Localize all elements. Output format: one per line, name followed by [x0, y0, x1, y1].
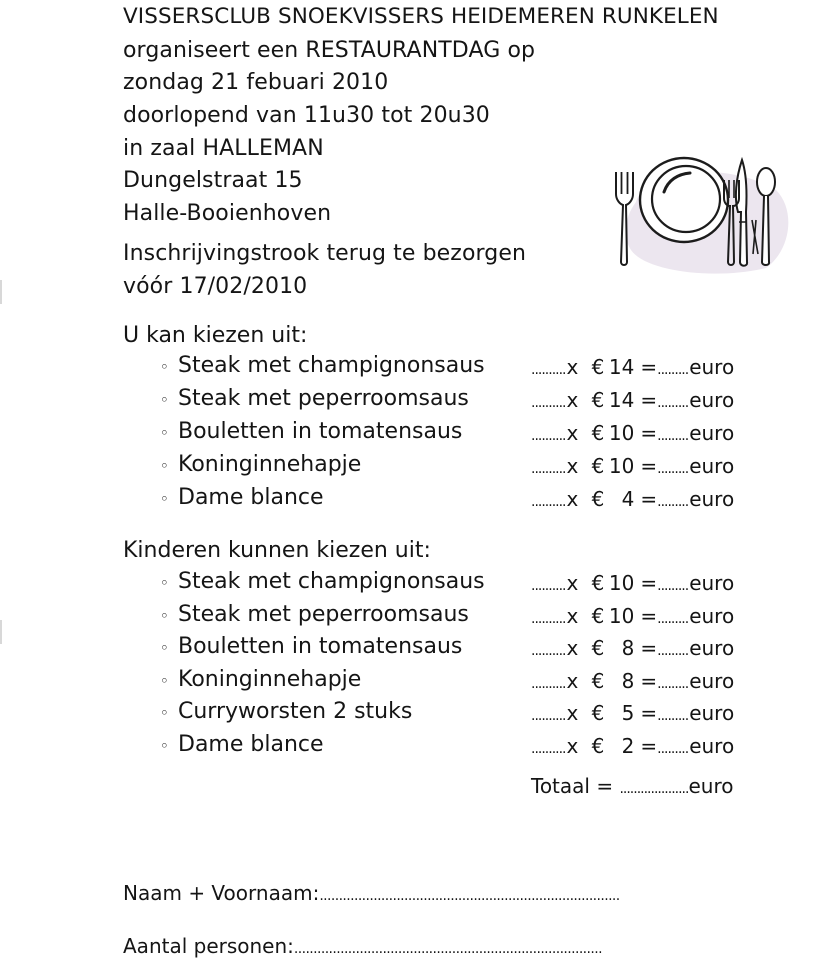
- menu-item-price: [578, 733, 634, 759]
- quantity-blank[interactable]: ..........: [531, 741, 566, 757]
- currency-sign: €: [591, 388, 605, 412]
- name-field: [123, 880, 620, 909]
- quantity-blank[interactable]: ..........: [531, 395, 566, 411]
- price-value: 8: [621, 636, 635, 661]
- times-sign: x: [566, 603, 579, 628]
- currency-unit: euro: [689, 388, 735, 412]
- menu-item-name: Koninginnehapje: [178, 452, 362, 477]
- event-venue: in zaal HALLEMAN: [123, 136, 324, 161]
- price-value: 14: [608, 355, 635, 379]
- menu-item-name: Steak met peperroomsaus: [178, 386, 469, 411]
- name-label: Naam + Voornaam:: [123, 881, 320, 905]
- currency-sign: €: [591, 603, 605, 628]
- currency-unit: euro: [689, 734, 735, 758]
- subtotal-blank[interactable]: .........: [657, 461, 689, 477]
- subtotal-blank[interactable]: .........: [657, 610, 689, 627]
- subtotal-blank[interactable]: .........: [657, 708, 689, 725]
- quantity-blank[interactable]: ..........: [531, 643, 566, 660]
- currency-unit: euro: [689, 571, 735, 595]
- bullet-icon: ◦: [160, 490, 169, 508]
- bullet-icon: ◦: [160, 737, 169, 755]
- price-value: 10: [608, 571, 635, 595]
- times-sign: x: [566, 487, 579, 511]
- currency-unit: euro: [689, 668, 735, 693]
- currency-unit: euro: [689, 603, 735, 628]
- price-value: 8: [621, 668, 635, 693]
- quantity-blank[interactable]: ..........: [531, 494, 566, 510]
- currency-unit: euro: [689, 487, 735, 511]
- equals-sign: =: [640, 487, 658, 511]
- currency-unit: euro: [689, 454, 735, 478]
- menu-item-name: Dame blance: [178, 732, 324, 757]
- event-hours: doorlopend van 11u30 tot 20u30: [123, 103, 490, 128]
- menu-item-price: [578, 453, 634, 479]
- menu-item-price: [578, 387, 634, 413]
- menu-item-name: Bouletten in tomatensaus: [178, 419, 463, 444]
- menu-item-calculation: [531, 635, 793, 664]
- subtotal-blank[interactable]: .........: [657, 643, 689, 660]
- bullet-icon: ◦: [160, 606, 169, 625]
- menu-item-calculation: [531, 486, 793, 515]
- subtotal-blank[interactable]: .........: [657, 675, 689, 692]
- times-sign: x: [566, 388, 579, 412]
- bullet-icon: ◦: [160, 574, 169, 592]
- price-value: 5: [621, 701, 635, 726]
- price-value: 14: [608, 388, 635, 412]
- menu-item-calculation: [531, 603, 793, 632]
- persons-input-blank[interactable]: ................................................................................: [293, 941, 602, 957]
- bullet-icon: ◦: [160, 639, 169, 658]
- venue-street: Dungelstraat 15: [123, 168, 303, 193]
- bullet-icon: ◦: [160, 391, 169, 409]
- menu-item-calculation: [531, 387, 793, 416]
- menu-item-name: Steak met peperroomsaus: [178, 601, 469, 627]
- currency-sign: €: [591, 636, 605, 661]
- menu-item-price: [578, 668, 634, 694]
- bullet-icon: ◦: [160, 457, 169, 475]
- menu-item-name: Dame blance: [178, 485, 324, 510]
- persons-label: Aantal personen:: [123, 934, 294, 958]
- price-value: 10: [608, 421, 635, 445]
- currency-sign: €: [591, 571, 605, 595]
- currency-sign: €: [591, 454, 605, 478]
- currency-sign: €: [591, 668, 605, 693]
- menu-item-price: [578, 700, 634, 726]
- price-value: 10: [608, 454, 635, 478]
- subtotal-blank[interactable]: .........: [657, 428, 689, 444]
- times-sign: x: [566, 355, 579, 379]
- equals-sign: =: [640, 636, 658, 661]
- equals-sign: =: [640, 454, 658, 478]
- times-sign: x: [566, 701, 579, 726]
- event-date: zondag 21 febuari 2010: [123, 70, 389, 95]
- currency-sign: €: [591, 734, 605, 758]
- menu-item-calculation: [531, 570, 793, 599]
- total-unit: euro: [688, 774, 734, 798]
- menu-item-name: Bouletten in tomatensaus: [178, 634, 463, 660]
- times-sign: x: [566, 734, 579, 758]
- currency-unit: euro: [689, 701, 735, 726]
- equals-sign: =: [640, 571, 658, 595]
- quantity-blank[interactable]: ..........: [531, 578, 566, 594]
- persons-field: [123, 933, 602, 962]
- menu-item-calculation: [531, 354, 793, 383]
- quantity-blank[interactable]: ..........: [531, 675, 566, 692]
- menu-item-calculation: [531, 733, 793, 762]
- times-sign: x: [566, 636, 579, 661]
- quantity-blank[interactable]: ..........: [531, 362, 566, 378]
- total-amount-blank[interactable]: ....................: [619, 781, 689, 797]
- bullet-icon: ◦: [160, 358, 169, 376]
- total-label: Totaal =: [531, 774, 614, 798]
- currency-sign: €: [591, 421, 605, 445]
- equals-sign: =: [640, 388, 658, 412]
- equals-sign: =: [640, 734, 658, 758]
- quantity-blank[interactable]: ..........: [531, 708, 566, 725]
- equals-sign: =: [640, 668, 658, 693]
- menu-item-calculation: [531, 668, 793, 697]
- times-sign: x: [566, 571, 579, 595]
- bullet-icon: ◦: [160, 424, 169, 442]
- price-value: 10: [608, 603, 635, 628]
- menu-item-price: [578, 354, 634, 380]
- equals-sign: =: [640, 701, 658, 726]
- subtotal-blank[interactable]: .........: [657, 395, 689, 411]
- quantity-blank[interactable]: ..........: [531, 428, 566, 444]
- club-name: VISSERSCLUB SNOEKVISSERS HEIDEMEREN RUNKELEN: [123, 4, 719, 29]
- menu-item-name: Curryworsten 2 stuks: [178, 699, 413, 725]
- total-line: [531, 773, 733, 802]
- quantity-blank[interactable]: ..........: [531, 461, 566, 477]
- event-intro: organiseert een RESTAURANTDAG op: [123, 38, 536, 63]
- fold-mark: [0, 620, 2, 644]
- currency-unit: euro: [689, 636, 735, 661]
- menu-item-price: [578, 603, 634, 629]
- venue-city: Halle-Booienhoven: [123, 201, 332, 226]
- equals-sign: =: [640, 603, 658, 628]
- subtotal-blank[interactable]: .........: [657, 494, 689, 510]
- menu-item-calculation: [531, 453, 793, 482]
- return-deadline: vóór 17/02/2010: [123, 274, 308, 299]
- currency-unit: euro: [689, 421, 735, 445]
- name-input-blank[interactable]: ..............................................................................: [319, 888, 620, 904]
- times-sign: x: [566, 454, 579, 478]
- currency-sign: €: [591, 701, 605, 726]
- menu-item-name: Koninginnehapje: [178, 666, 362, 692]
- bullet-icon: ◦: [160, 704, 169, 723]
- currency-sign: €: [591, 355, 605, 379]
- plate-fork-knife-spoon-icon: [606, 150, 796, 275]
- menu-item-price: [578, 420, 634, 446]
- currency-unit: euro: [689, 355, 735, 379]
- times-sign: x: [566, 421, 579, 445]
- subtotal-blank[interactable]: .........: [657, 578, 689, 594]
- menu-item-calculation: [531, 420, 793, 449]
- menu-item-price: [578, 570, 634, 596]
- menu-item-calculation: [531, 700, 793, 729]
- quantity-blank[interactable]: ..........: [531, 610, 566, 627]
- menu-item-name: Steak met champignonsaus: [178, 569, 485, 594]
- price-value: 2: [621, 734, 635, 758]
- adults-section-title: U kan kiezen uit:: [123, 323, 308, 348]
- fold-mark: [0, 280, 2, 304]
- price-value: 4: [621, 487, 635, 511]
- equals-sign: =: [640, 355, 658, 379]
- return-instruction: Inschrijvingstrook terug te bezorgen: [123, 241, 527, 266]
- subtotal-blank[interactable]: .........: [657, 362, 689, 378]
- times-sign: x: [566, 668, 579, 693]
- menu-item-name: Steak met champignonsaus: [178, 353, 485, 378]
- equals-sign: =: [640, 421, 658, 445]
- menu-item-price: [578, 486, 634, 512]
- bullet-icon: ◦: [160, 671, 169, 690]
- kids-section-title: Kinderen kunnen kiezen uit:: [123, 538, 431, 563]
- currency-sign: €: [591, 487, 605, 511]
- menu-item-price: [578, 635, 634, 661]
- subtotal-blank[interactable]: .........: [657, 741, 689, 757]
